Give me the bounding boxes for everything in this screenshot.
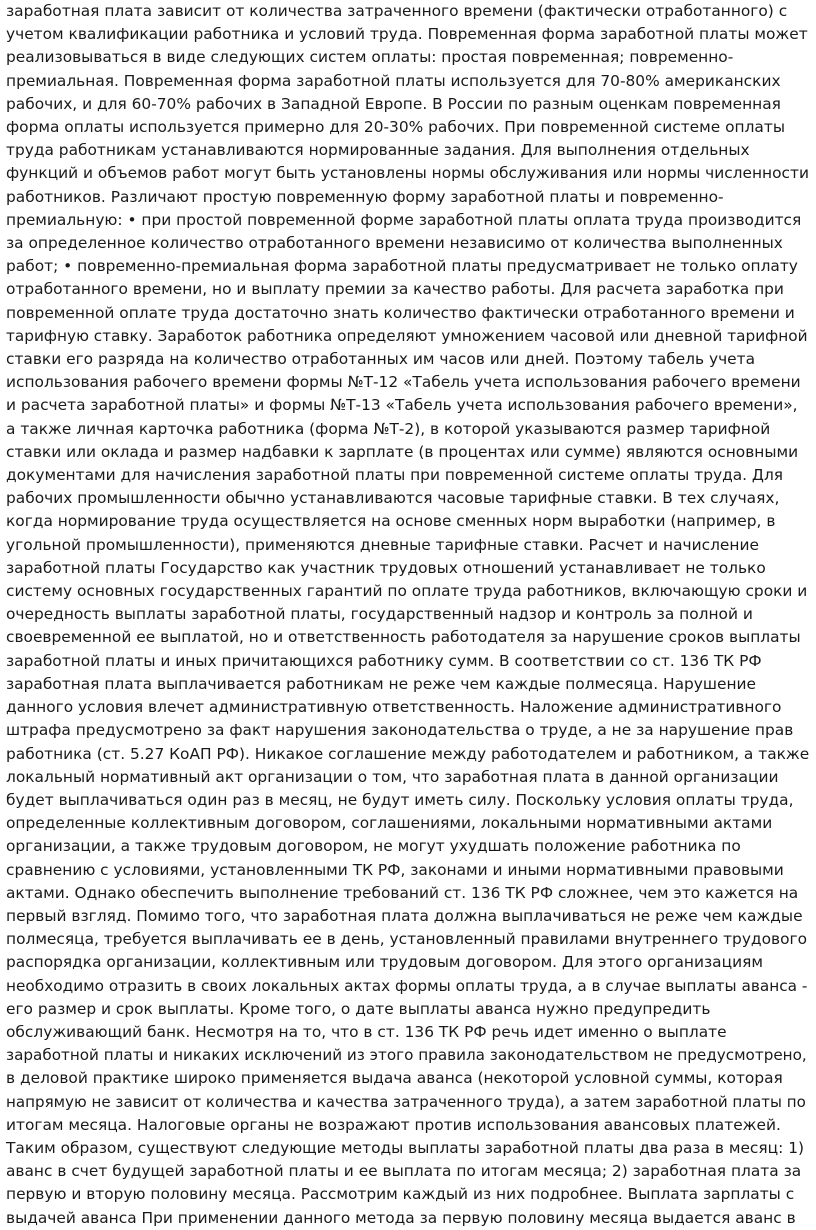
text-line: работника (ст. 5.27 КоАП РФ). Никакое соглашение между работодателем и работником, а также — [6, 744, 810, 763]
text-line: работников. Различают простую повременную форму заработной платы и повременно- — [6, 187, 724, 206]
text-line: форма оплаты используется примерно для 20-30% рабочих. При повременной системе оплаты — [6, 118, 785, 137]
text-line: премиальную: • при простой повременной форме заработной платы оплата труда производится — [6, 210, 802, 229]
text-line: сравнению с условиями, установленными ТК РФ, законами и иными нормативными правовыми — [6, 860, 784, 879]
text-line: определенные коллективным договором, соглашениями, локальными нормативными актами — [6, 814, 773, 833]
text-line: итогам месяца. Налоговые органы не возражают против использования авансовых платежей. — [6, 1115, 781, 1134]
text-line: заработной платы Государство как участник трудовых отношений устанавливает не только — [6, 558, 766, 577]
text-line: а также личная карточка работника (форма №Т-2), в которой указываются размер тарифной — [6, 419, 771, 438]
text-line: повременной оплате труда достаточно знать количество фактически отработанного времени и — [6, 303, 795, 322]
text-line: реализовываться в виде следующих систем оплаты: простая повременная; повременно- — [6, 48, 734, 67]
text-line: первый взгляд. Помимо того, что заработная плата должна выплачиваться не реже чем каждые — [6, 906, 803, 925]
text-line: аванс в счет будущей заработной платы и ее выплата по итогам месяца; 2) заработная плата за — [6, 1162, 802, 1181]
text-line: распорядка организации, коллективным или трудовым договором. Для этого организациям — [6, 953, 763, 972]
text-line: штрафа предусмотрено за факт нарушения законодательства о труде, а не за нарушение прав — [6, 721, 794, 740]
text-line: заработная плата зависит от количества затраченного времени (фактически отработанного) с — [6, 2, 788, 20]
text-line: заработная плата выплачивается работникам не реже чем каждые полмесяца. Нарушение — [6, 674, 756, 693]
text-line: тарифную ставку. Заработок работника определяют умножением часовой или дневной тарифной — [6, 326, 808, 345]
text-line: Таким образом, существуют следующие методы выплаты заработной платы два раза в месяц: 1) — [6, 1138, 804, 1157]
text-line: актами. Однако обеспечить выполнение требований ст. 136 ТК РФ сложнее, чем это кажется на — [6, 883, 799, 902]
text-line: труда работникам устанавливаются нормированные задания. Для выполнения отдельных — [6, 141, 750, 160]
text-line: функций и объемов работ могут быть установлены нормы обслуживания или нормы численности — [6, 164, 809, 183]
text-line: ставки или оклада и размер надбавки к зарплате (в процентах или сумме) являются основными — [6, 442, 799, 461]
text-line: в деловой практике широко применяется выдача аванса (некоторой условной суммы, которая — [6, 1069, 783, 1088]
text-line: организации, а также трудовым договором, не могут ухудшать положение работника по — [6, 837, 741, 856]
text-line: ставки его разряда на количество отработанных им часов или дней. Поэтому табель учета — [6, 350, 756, 369]
text-line: очередность выплаты заработной платы, государственный надзор и контроль за полной и — [6, 605, 753, 624]
text-line: и расчета заработной платы» и формы №Т-13 «Табель учета использования рабочего времени», — [6, 396, 798, 415]
text-line: рабочих промышленности обычно устанавливаются часовые тарифные ставки. В тех случаях, — [6, 489, 780, 508]
text-line: его размер и срок выплаты. Кроме того, о дате выплаты аванса нужно предупредить — [6, 999, 711, 1018]
text-line: работ; • повременно-премиальная форма заработной платы предусматривает не только оплату — [6, 257, 798, 276]
text-line: локальный нормативный акт организации о том, что заработная плата в данной организации — [6, 767, 779, 786]
text-line: заработной платы и иных причитающихся работнику сумм. В соответствии со ст. 136 ТК РФ — [6, 651, 762, 670]
text-line: обслуживающий банк. Несмотря на то, что в ст. 136 ТК РФ речь идет именно о выплате — [6, 1022, 727, 1041]
text-line: полмесяца, требуется выплачивать ее в день, установленный правилами внутреннего трудового — [6, 930, 807, 949]
text-line: угольной промышленности), применяются дневные тарифные ставки. Расчет и начисление — [6, 535, 759, 554]
text-line: документами для начисления заработной платы при повременной системе оплаты труда. Для — [6, 466, 784, 485]
text-line: своевременной ее выплатой, но и ответственность работодателя за нарушение сроков выплаты — [6, 628, 801, 647]
text-line: заработной платы и никаких исключений из этого правила законодательством не предусмотрено, — [6, 1046, 807, 1065]
text-line: учетом квалификации работника и условий труда. Повременная форма заработной платы может — [6, 25, 808, 44]
document-body-text — [6, 0, 810, 1230]
text-line: первую и вторую половину месяца. Рассмотрим каждый из них подробнее. Выплата зарплаты с — [6, 1185, 795, 1204]
text-line: рабочих, и для 60-70% рабочих в Западной Европе. В России по разным оценкам повременная — [6, 94, 781, 113]
text-line: данного условия влечет административную ответственность. Наложение административного — [6, 698, 782, 717]
text-line: использования рабочего времени формы №Т-12 «Табель учета использования рабочего времени — [6, 373, 801, 392]
text-line: отработанного времени, но и выплату премии за качество работы. Для расчета заработка при — [6, 280, 784, 299]
text-line: выдачей аванса При применении данного метода за первую половину месяца выдается аванс в — [6, 1208, 796, 1227]
text-line: систему основных государственных гарантий по оплате труда работников, включающую сроки и — [6, 582, 808, 601]
text-line: напрямую не зависит от количества и качества затраченного труда), а затем заработной платы по — [6, 1092, 806, 1111]
text-line: премиальная. Повременная форма заработной платы используется для 70-80% американских — [6, 71, 781, 90]
text-line: за определенное количество отработанного времени независимо от количества выполненных — [6, 234, 783, 253]
text-line: необходимо отразить в своих локальных актах формы оплаты труда, а в случае выплаты аванса - — [6, 976, 808, 995]
text-line: будет выплачиваться один раз в месяц, не будут иметь силу. Поскольку условия оплаты труда, — [6, 790, 794, 809]
text-line: когда нормирование труда осуществляется на основе сменных норм выработки (например, в — [6, 512, 776, 531]
